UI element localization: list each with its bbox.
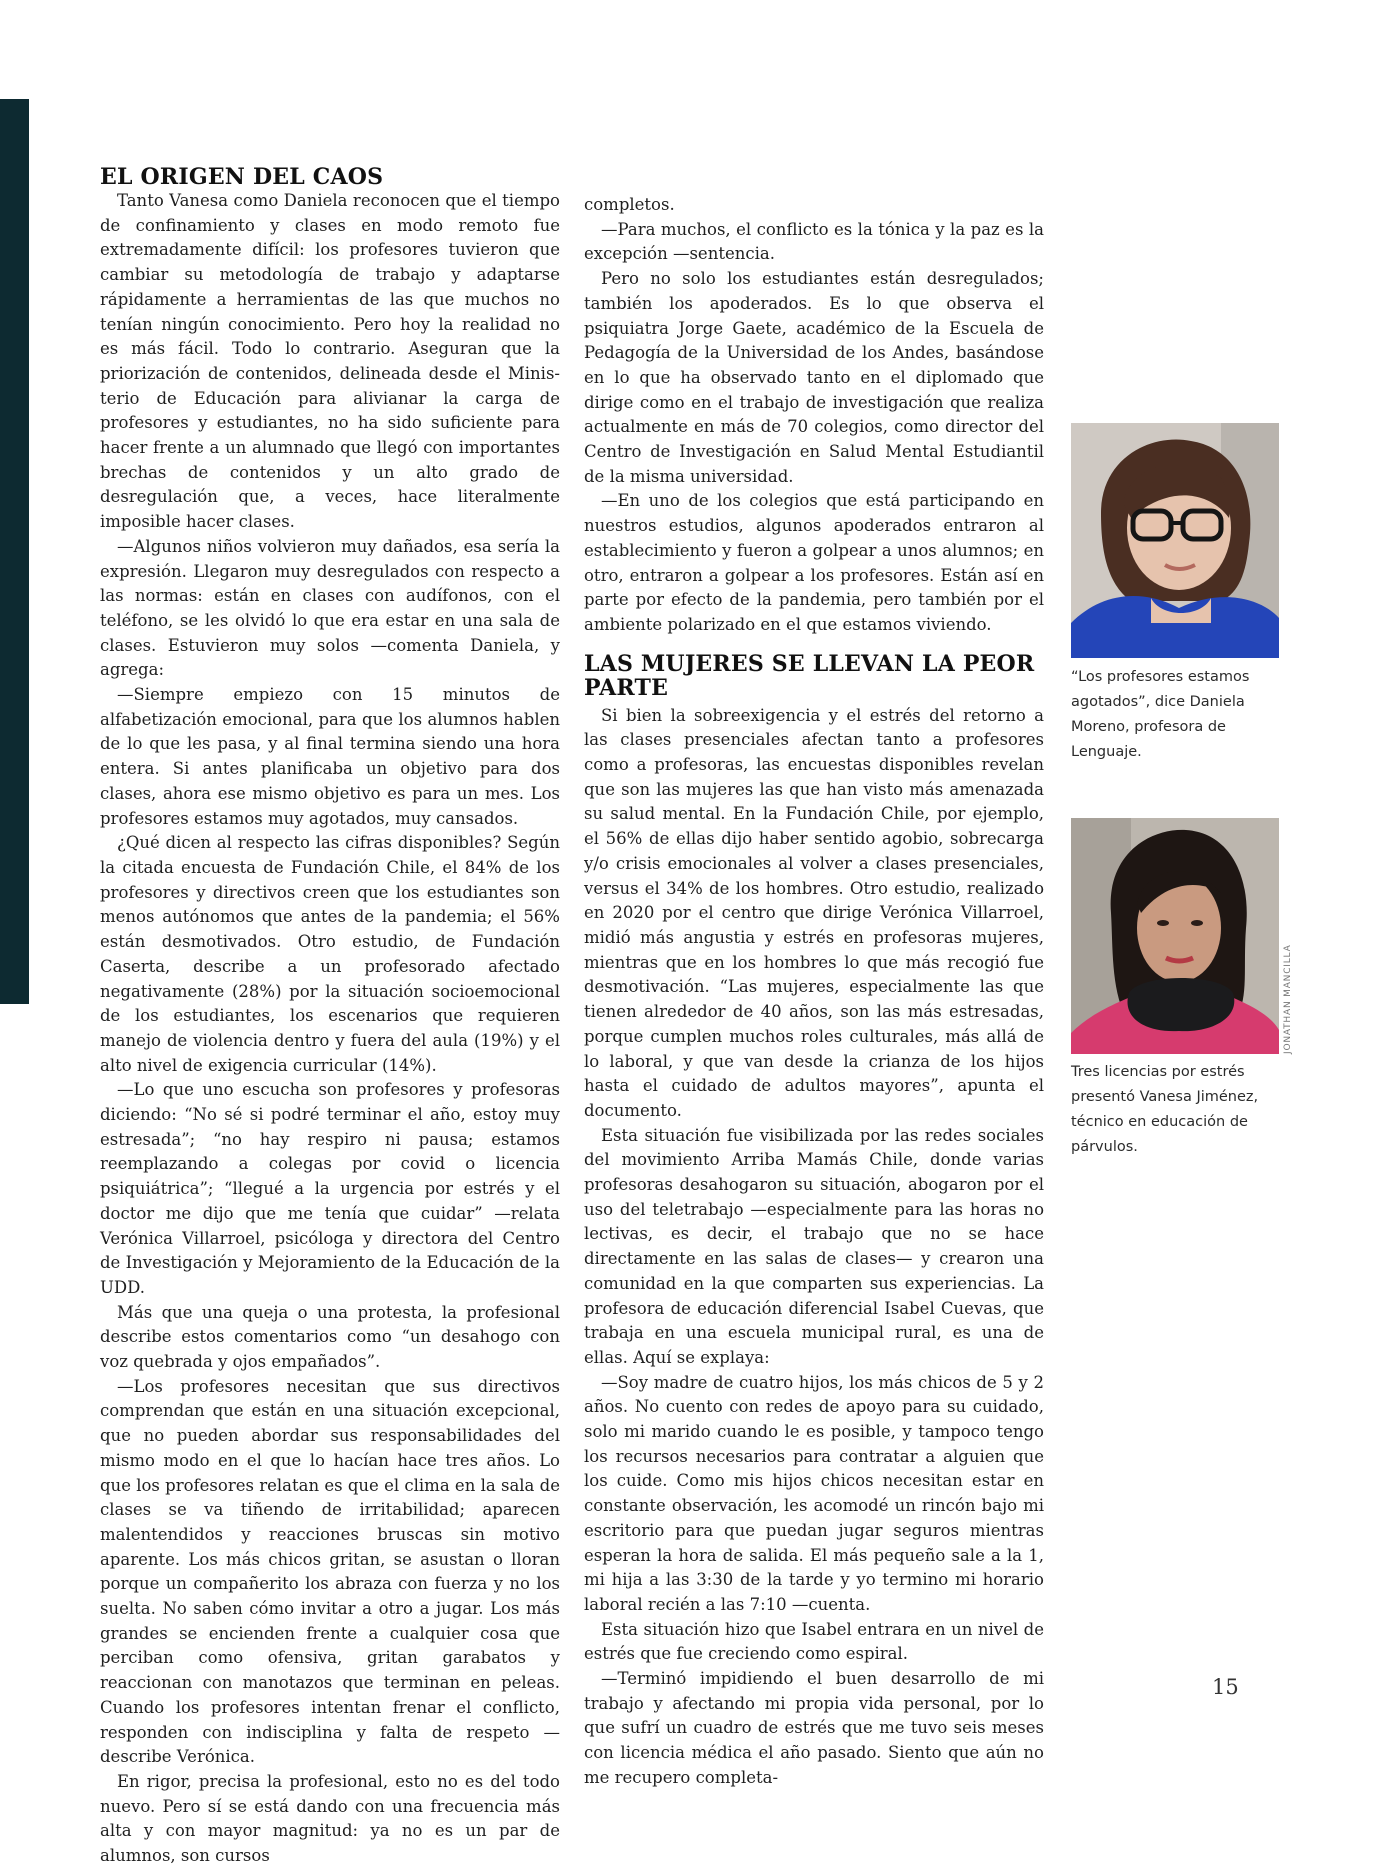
section-heading: LAS MUJERES SE LLEVAN LA PEOR PARTE [584, 650, 1035, 701]
body-paragraph: —Soy madre de cuatro hijos, los más chicos de 5 y 2 años. No cuento con redes de apoyo para su cuidado, solo mi marido cuando le es posible, y tampoco tengo los recursos necesarios para contratar a alguien que los cuide. Como mis hijos chicos necesitan estar en constante observación, les acomodé un rincón bajo mi escritorio para que puedan jugar seguros mientras esperan la hora de salida. El más pequeño sale a la 1, mi hija a las 3:30 de la tarde y yo termino mi horario laboral recién a las 7:10 —cuenta. [584, 1372, 1044, 1614]
body-paragraph: —En uno de los colegios que está participando en nuestros estudios, algunos apoderados entraron al establecimiento y fueron a golpear a unos alumnos; en otro, entraron a golpear a los profesores. Están así en parte por efecto de la pandemia, pero también por el ambiente polarizado en el que estamos viviendo. [584, 491, 1044, 634]
page-number: 15 [1212, 1675, 1239, 1699]
body-paragraph: Si bien la sobreexigencia y el estrés del retorno a las clases presenciales afectan tanto a profesores como a profesoras, las encuestas disponibles revelan que son las mujeres las que han visto más amenazada su salud mental. En la Fundación Chile, por ejemplo, el 56% de ellas dijo haber sentido agobio, sobrecarga y/o crisis emocionales al volver a clases presenciales, versus el 34% de los hombres. Otro estudio, realizado en 2020 por el centro que dirige Verónica Villarroel, midió más angustia y estrés en profesoras mujeres, mientras que en los hombres lo que más recogió fue desmotivación. “Las mujeres, especialmente las que tienen alrededor de 40 años, son las más estresadas, porque cumplen muchos roles culturales, más allá de lo laboral, y que van desde la crianza de los hijos hasta el cuidado de adultos mayores”, apunta el documento. [584, 705, 1044, 1120]
body-paragraph: —Siempre empiezo con 15 minutos de alfabetización emocional, para que los alumnos hablen de lo que les pasa, y al final termina siendo una hora entera. Si antes planificaba un objetivo para dos clases, ahora ese mismo objetivo es para un mes. Los profesores estamos muy agotados, muy cansados. [100, 685, 560, 828]
body-paragraph: En rigor, precisa la profesional, esto no es del todo nuevo. Pero sí se está dando con una frecuencia más alta y con mayor magnitud: ya no es un par de alumnos, son cursos [100, 1772, 560, 1866]
portrait-photo-vanesa [1071, 818, 1279, 1054]
body-paragraph: —Lo que uno escucha son profesores y profesoras diciendo: “No sé si podré terminar el año, estoy muy estresada”; “no hay respiro ni pausa; estamos reemplazando a colegas por covid o licencia psiquiátrica”; “llegué a la urgencia por estrés y el doctor me dijo que me tenía que cuidar” —relata Verónica Villarroel, psicóloga y directora del Centro de Investigación y Mejoramiento de la Educación de la UDD. [100, 1080, 560, 1297]
section-heading: EL ORIGEN DEL CAOS [100, 164, 384, 190]
body-paragraph: Pero no solo los estudiantes están desregulados; también los apoderados. Es lo que observa el psiquiatra Jorge Gaete, académico de la Escuela de Pedagogía de la Universidad de los Andes, basándose en lo que ha observado tanto en el diplomado que dirige como en el trabajo de investigación que realiza actualmente en más de 70 colegios, como director del Centro de Investigación en Salud Mental Estudiantil de la misma universidad. [584, 269, 1044, 486]
photo-caption: Tres licencias por estrés presentó Vanesa Jiménez, técnico en educación de párvulos. [1071, 1064, 1259, 1155]
body-paragraph: ¿Qué dicen al respecto las cifras disponibles? Según la citada encuesta de Fundación Chile, el 84% de los profesores y directivos creen que los estudiantes son menos autónomos que antes de la pandemia; el 56% están desmotivados. Otro estudio, de Fundación Caserta, describe a un profesorado afectado negativamente (28%) por la situación socioemocional de los estudiantes, los escenarios que requieren manejo de violencia dentro y fuera del aula (19%) y el alto nivel de exigencia curricular (14%). [100, 833, 560, 1075]
left-column [100, 165, 560, 1869]
body-paragraph: Esta situación hizo que Isabel entrara en un nivel de estrés que fue creciendo como espiral. [584, 1619, 1044, 1664]
portrait-photo-daniela [1071, 423, 1279, 658]
body-paragraph: —Los profesores necesitan que sus directivos comprendan que están en una situación excepcional, que no pueden abordar sus responsabilidades del mismo modo en el que lo hacían hace tres años. Lo que los profesores relatan es que el clima en la sala de clases se va tiñendo de irritabilidad; aparecen malentendidos y reacciones bruscas sin motivo aparente. Los más chicos gritan, se asustan o lloran porque un compañerito los abraza con fuerza y no los suelta. No saben cómo invitar a otro a jugar. Los más grandes se encienden frente a cualquier cosa que perciban como ofensiva, gritan garabatos y reaccionan con manotazos que terminan en peleas. Cuando los profesores intentan frenar el conflicto, responden con indisciplina y falta de respeto —describe Verónica. [100, 1376, 560, 1767]
body-paragraph: Más que una queja o una protesta, la profesional describe estos comentarios como “un desahogo con voz quebrada y ojos empañados”. [100, 1302, 560, 1372]
body-paragraph: completos. [584, 195, 675, 214]
body-paragraph: —Para muchos, el conflicto es la tónica y la paz es la excepción —sentencia. [584, 219, 1044, 264]
body-paragraph: —Terminó impidiendo el buen desarrollo de mi trabajo y afectando mi propia vida personal, por lo que sufrí un cuadro de estrés que me tuvo seis meses con licencia médica el año pasado. Siento que aún no me recupero completa- [584, 1669, 1044, 1787]
body-paragraph: Tanto Vanesa como Daniela reconocen que el tiempo de confinamiento y clases en modo remoto fue extremadamente difícil: los profesores tuvieron que cambiar su metodología de trabajo y adaptarse rápidamente a herramientas de las que muchos no tenían ningún conocimiento. Pero hoy la realidad no es más fácil. Todo lo contrario. Aseguran que la priorización de contenidos, delineada desde el Ministerio de Educación para alivianar la carga de profesores y estudiantes, no ha sido suficiente para hacer frente a un alumnado que llegó con importantes brechas de contenidos y un alto grado de desregulación que, a veces, hace literalmente imposible hacer clases. [100, 191, 560, 532]
photo-caption: “Los profesores estamos agotados”, dice Daniela Moreno, profesora de Lenguaje. [1071, 669, 1250, 760]
middle-column [584, 193, 1044, 1791]
body-paragraph: —Algunos niños volvieron muy dañados, esa sería la expresión. Llegaron muy desregulados con respecto a las normas: están en clases con audífonos, con el teléfono, se les olvidó lo que era estar en una sala de clases. Estuvieron muy solos —comenta Daniela, y agrega: [100, 536, 560, 680]
decorative-edge-bar [0, 99, 29, 1004]
photo-credit: JONATHAN MANCILLA [1283, 944, 1293, 1054]
body-paragraph: Esta situación fue visibilizada por las redes sociales del movimiento Arriba Mamás Chile, donde varias profesoras desahogaron su situación, abogaron por el uso del teletrabajo —especialmente para las horas no lectivas, es decir, el trabajo que no se hace directamente en las salas de clases— y crearon una comunidad en la que comparten sus experiencias. La profesora de educación diferencial Isabel Cuevas, que trabaja en una escuela municipal rural, es una de ellas. Aquí se explaya: [584, 1125, 1044, 1367]
